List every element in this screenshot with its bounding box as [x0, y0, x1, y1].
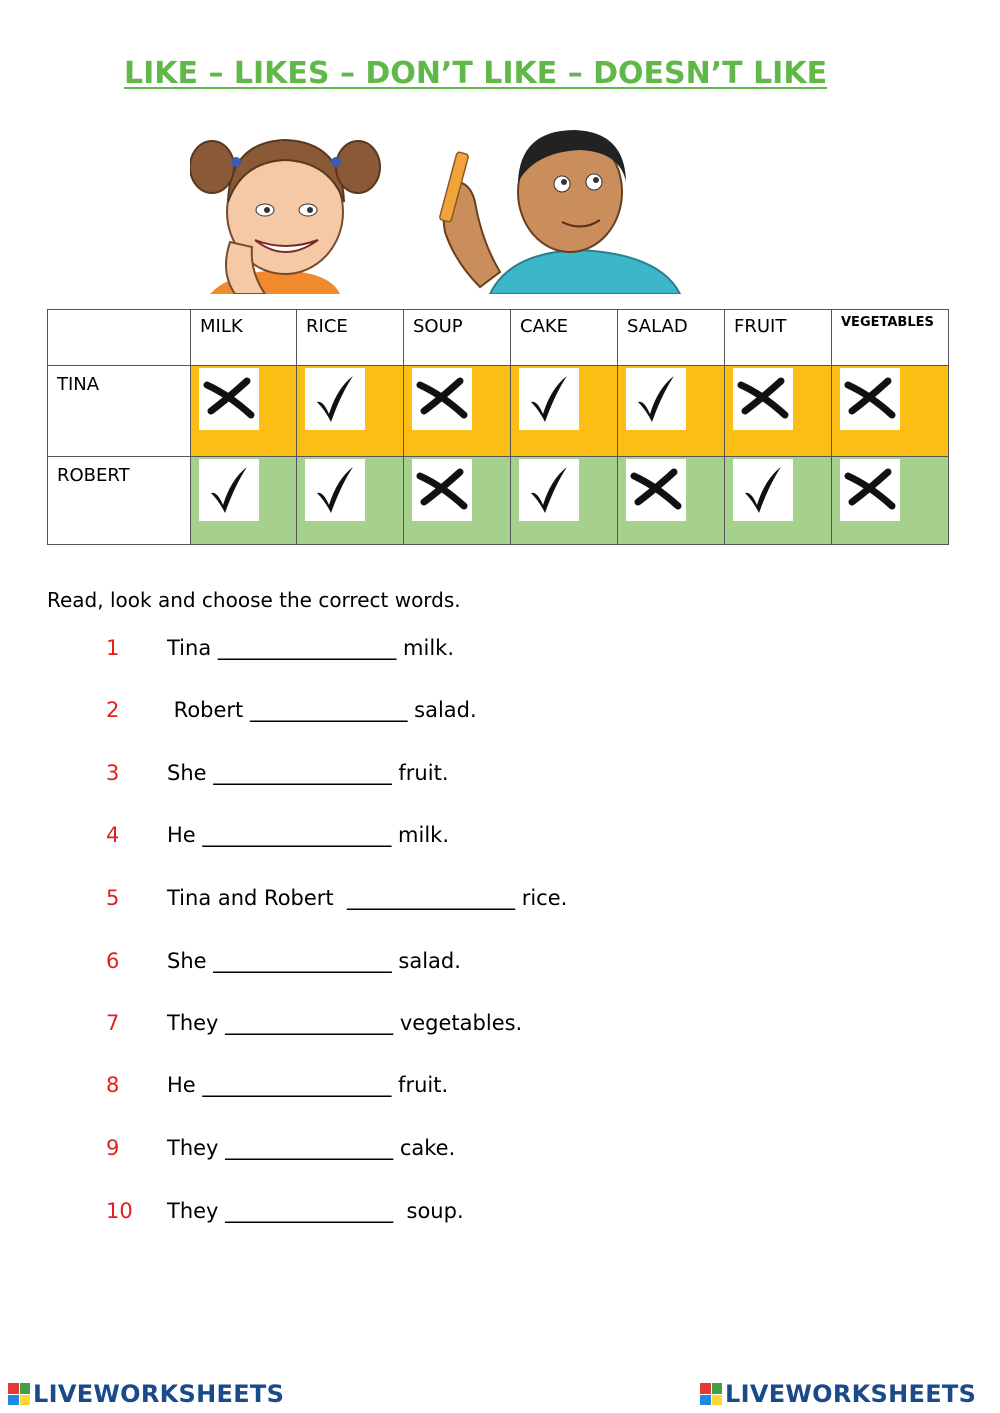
check-mark-icon — [305, 459, 365, 521]
question-number: 7 — [106, 1011, 120, 1035]
brand-text: LIVEWORKSHEETS — [725, 1380, 977, 1408]
mark-cell — [725, 457, 832, 545]
question-number: 8 — [106, 1073, 120, 1097]
question-text[interactable]: He __________________ milk. — [167, 823, 450, 847]
check-mark-icon — [199, 459, 259, 521]
question-item — [0, 1011, 1000, 1043]
footer-brand-left[interactable] — [8, 1380, 284, 1408]
cross-mark-icon — [412, 368, 472, 430]
cross-mark-icon — [733, 368, 793, 430]
row-name: ROBERT — [57, 465, 130, 486]
question-text[interactable]: She _________________ fruit. — [167, 761, 449, 785]
footer-brand-right[interactable] — [700, 1380, 976, 1408]
question-item — [0, 949, 1000, 981]
header-label: MILK — [200, 316, 243, 337]
check-mark-icon — [305, 368, 365, 430]
question-number: 3 — [106, 761, 120, 785]
check-mark-icon — [519, 368, 579, 430]
header-label: SALAD — [627, 316, 688, 337]
instruction-text: Read, look and choose the correct words. — [47, 588, 461, 612]
header-milk — [191, 310, 297, 366]
question-text[interactable]: They ________________ vegetables. — [167, 1011, 523, 1035]
table-corner-cell — [48, 310, 191, 366]
boy-figure — [439, 130, 680, 294]
cross-mark-icon — [840, 459, 900, 521]
header-label: RICE — [306, 316, 348, 337]
question-number: 5 — [106, 886, 120, 910]
question-item — [0, 698, 1000, 730]
question-number: 2 — [106, 698, 120, 722]
mark-cell — [725, 366, 832, 457]
cross-mark-icon — [199, 368, 259, 430]
check-mark-icon — [626, 368, 686, 430]
mark-cell — [832, 366, 949, 457]
question-number: 6 — [106, 949, 120, 973]
cross-mark-icon — [412, 459, 472, 521]
header-salad — [618, 310, 725, 366]
girl-figure — [190, 140, 380, 294]
table-row-tina — [48, 366, 949, 457]
question-number: 1 — [106, 636, 120, 660]
cross-mark-icon — [840, 368, 900, 430]
mark-cell — [191, 366, 297, 457]
question-text[interactable]: Robert _______________ salad. — [167, 698, 477, 722]
cross-mark-icon — [626, 459, 686, 521]
mark-cell — [191, 457, 297, 545]
mark-cell — [511, 366, 618, 457]
mark-cell — [511, 457, 618, 545]
question-text[interactable]: She _________________ salad. — [167, 949, 461, 973]
question-item — [0, 761, 1000, 793]
question-text[interactable]: He __________________ fruit. — [167, 1073, 449, 1097]
question-number: 9 — [106, 1136, 120, 1160]
header-cake — [511, 310, 618, 366]
question-item — [0, 823, 1000, 855]
question-item — [0, 1136, 1000, 1168]
question-text[interactable]: Tina _________________ milk. — [167, 636, 455, 660]
header-fruit — [725, 310, 832, 366]
mark-cell — [404, 457, 511, 545]
header-label: FRUIT — [734, 316, 787, 337]
check-mark-icon — [519, 459, 579, 521]
table-row-robert — [48, 457, 949, 545]
question-number: 4 — [106, 823, 120, 847]
header-label: CAKE — [520, 316, 569, 337]
header-vegetables — [832, 310, 949, 366]
question-text[interactable]: They ________________ cake. — [167, 1136, 456, 1160]
liveworksheets-logo-icon — [700, 1383, 722, 1405]
question-text[interactable]: They ________________ soup. — [167, 1199, 464, 1223]
question-text[interactable]: Tina and Robert ________________ rice. — [167, 886, 568, 910]
check-mark-icon — [733, 459, 793, 521]
question-item — [0, 886, 1000, 918]
header-label: SOUP — [413, 316, 463, 337]
row-name: TINA — [57, 374, 100, 395]
header-soup — [404, 310, 511, 366]
mark-cell — [618, 366, 725, 457]
mark-cell — [404, 366, 511, 457]
question-item — [0, 636, 1000, 668]
mark-cell — [618, 457, 725, 545]
worksheet-title: LIKE – LIKES – DON’T LIKE – DOESN’T LIKE — [124, 56, 828, 91]
preferences-table — [47, 309, 949, 545]
mark-cell — [297, 366, 404, 457]
question-item — [0, 1073, 1000, 1105]
header-rice — [297, 310, 404, 366]
mark-cell — [297, 457, 404, 545]
mark-cell — [832, 457, 949, 545]
header-label: VEGETABLES — [841, 315, 934, 330]
row-name-cell — [48, 366, 191, 457]
kids-illustration — [190, 122, 690, 294]
liveworksheets-logo-icon — [8, 1383, 30, 1405]
question-number: 10 — [106, 1199, 133, 1223]
row-name-cell — [48, 457, 191, 545]
question-item — [0, 1199, 1000, 1231]
brand-text: LIVEWORKSHEETS — [33, 1380, 285, 1408]
